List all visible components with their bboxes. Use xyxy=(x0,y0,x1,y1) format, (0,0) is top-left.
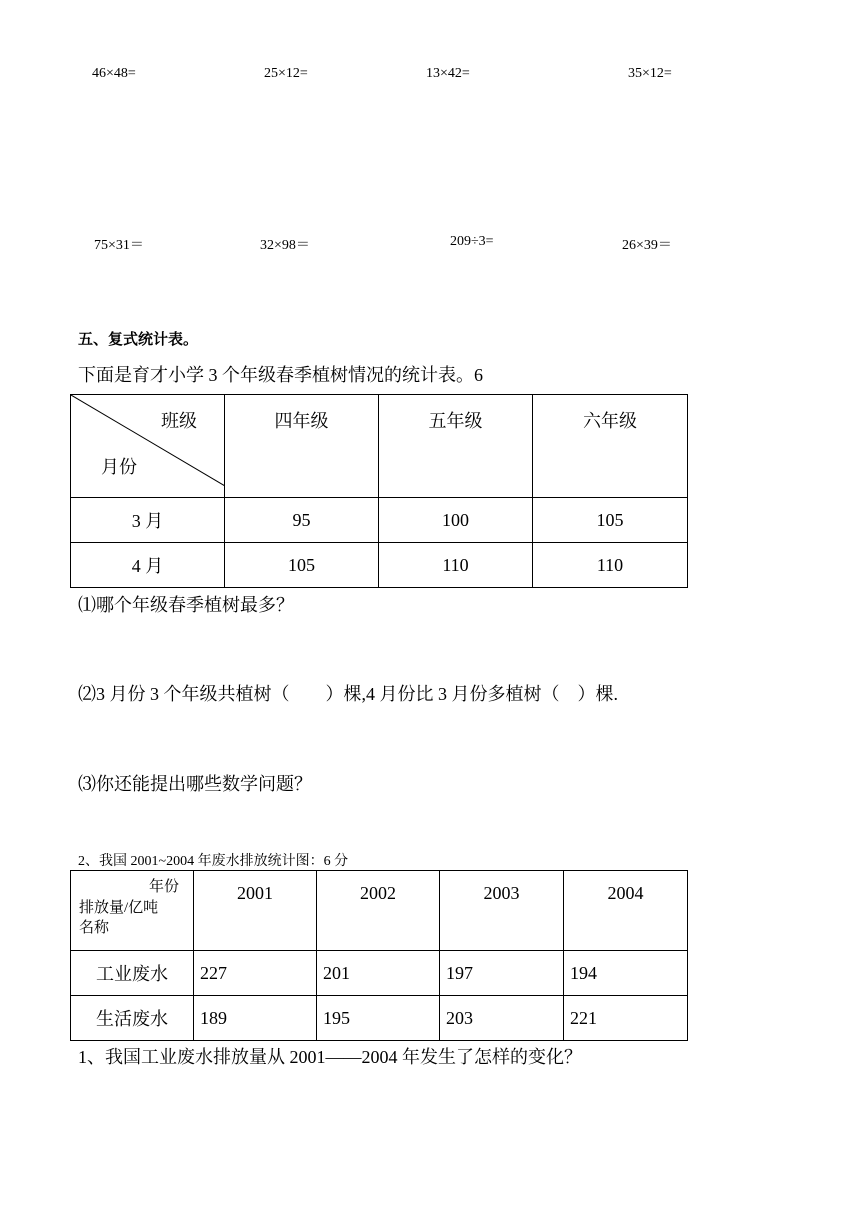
table-cell: 201 xyxy=(317,951,440,996)
table-cell: 197 xyxy=(440,951,564,996)
row-label: 工业废水 xyxy=(71,951,194,996)
equation-8: 26×39＝ xyxy=(622,238,672,253)
column-header: 六年级 xyxy=(533,395,688,498)
table-cell: 194 xyxy=(564,951,688,996)
question-3: ⑶你还能提出哪些数学问题？ xyxy=(78,774,312,794)
section2-heading: 2、我国 2001~2004 年废水排放统计图：6 分 xyxy=(78,854,349,869)
row-label: 4 月 xyxy=(71,543,225,588)
section2-question-1: 1、我国工业废水排放量从 2001——2004 年发生了怎样的变化？ xyxy=(78,1047,582,1067)
wastewater-table xyxy=(70,870,688,1041)
corner-top-label: 班级 xyxy=(161,411,197,431)
equation-3: 13×42= xyxy=(426,66,470,81)
table-row xyxy=(71,543,688,588)
column-header: 2002 xyxy=(317,871,440,951)
row-label: 3 月 xyxy=(71,498,225,543)
table-cell: 100 xyxy=(379,498,533,543)
table-cell: 110 xyxy=(533,543,688,588)
row-label: 生活废水 xyxy=(71,996,194,1041)
table-row xyxy=(71,951,688,996)
equation-5: 75×31＝ xyxy=(94,238,144,253)
table-cell: 227 xyxy=(194,951,317,996)
column-header: 四年级 xyxy=(225,395,379,498)
table-cell: 95 xyxy=(225,498,379,543)
equation-4: 35×12= xyxy=(628,66,672,81)
table-cell: 105 xyxy=(533,498,688,543)
equation-6: 32×98＝ xyxy=(260,238,310,253)
corner-bottom-label: 名称 xyxy=(79,920,110,936)
table-cell: 221 xyxy=(564,996,688,1041)
corner-bottom-label: 月份 xyxy=(101,457,137,477)
corner-middle-label: 排放量/亿吨 xyxy=(79,900,159,916)
question-1: ⑴哪个年级春季植树最多？ xyxy=(78,595,294,615)
table-row xyxy=(71,996,688,1041)
equation-2: 25×12= xyxy=(264,66,308,81)
column-header: 2004 xyxy=(564,871,688,951)
question-2: ⑵3 月份 3 个年级共植树（ ）棵,4 月份比 3 月份多植树（ ）棵. xyxy=(78,684,618,704)
section5-intro: 下面是育才小学 3 个年级春季植树情况的统计表。6 xyxy=(78,365,483,385)
table-corner-cell xyxy=(71,871,194,951)
table-cell: 110 xyxy=(379,543,533,588)
table-cell: 203 xyxy=(440,996,564,1041)
table-row xyxy=(71,498,688,543)
section5-heading: 五、复式统计表。 xyxy=(78,332,199,348)
column-header: 五年级 xyxy=(379,395,533,498)
diagonal-line xyxy=(71,395,225,486)
table-cell: 195 xyxy=(317,996,440,1041)
column-header: 2001 xyxy=(194,871,317,951)
column-header: 2003 xyxy=(440,871,564,951)
table-cell: 189 xyxy=(194,996,317,1041)
table-corner-cell xyxy=(71,395,225,498)
equation-1: 46×48= xyxy=(92,66,136,81)
equation-7: 209÷3= xyxy=(450,234,494,249)
corner-top-label: 年份 xyxy=(149,879,180,895)
table-cell: 105 xyxy=(225,543,379,588)
tree-planting-table xyxy=(70,394,688,588)
